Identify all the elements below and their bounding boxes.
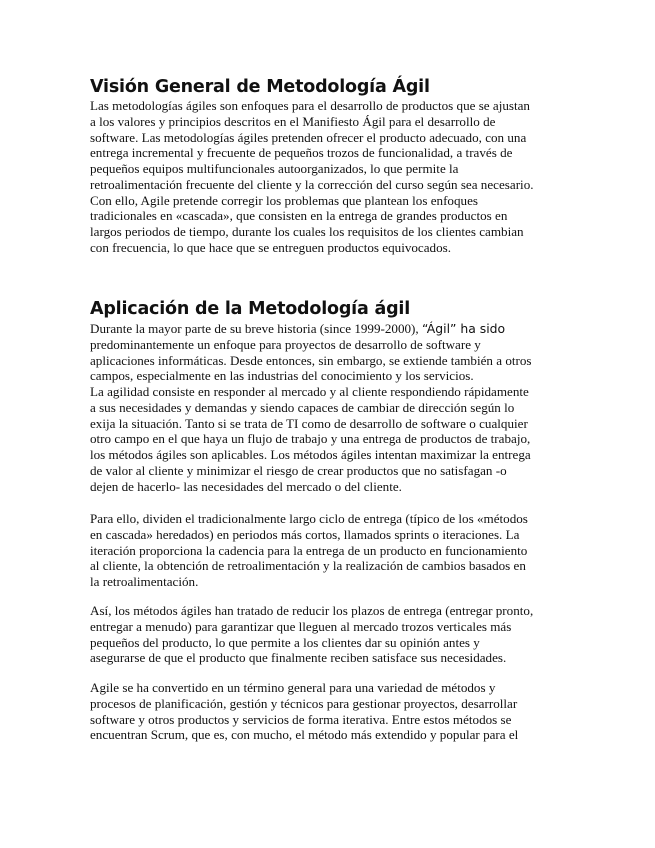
quoted-agil-text: “Ágil” ha sido [421,321,506,336]
text-line: La agilidad consiste en responder al mercado y al cliente respondiendo rápidamente [90,384,529,399]
text-run: Durante la mayor parte de su breve historia (since 1999-2000), [90,321,422,336]
text-line: asegurarse de que el producto que finalmente reciben satisface sus necesidades. [90,650,507,666]
text-line: a sus necesidades y demandas y siendo capaces de cambiar de dirección según lo [90,399,515,415]
text-line: entregar a menudo) para garantizar que lleguen al mercado trozos verticales más [90,618,512,634]
text-line: los métodos ágiles son aplicables. Los métodos ágiles intentan maximizar la entrega [90,447,531,462]
text-line: retroalimentación frecuente del cliente y la corrección del curso según sea necesario. [90,176,534,192]
text-line: aplicaciones informáticas. Desde entonces, sin embargo, se extiende también a otros [90,352,532,368]
text-line: Las metodologías ágiles son enfoques para el desarrollo de productos que se ajustan [90,98,530,113]
text-line: Agile se ha convertido en un término general para una variedad de métodos y [90,680,496,695]
text-line: dejen de hacerlo- las necesidades del mercado o del cliente. [90,478,402,494]
text-line: pequeños del producto, lo que permite a los clientes dar su opinión antes y [90,634,480,650]
paragraph-aplicacion-2 [90,511,528,590]
text-line: Así, los métodos ágiles han tratado de reducir los plazos de entrega (entregar pronto, [90,603,534,618]
text-line: con frecuencia, lo que hace que se entreguen productos equivocados. [90,239,452,255]
paragraph-vision-general [90,98,534,256]
text-line: en cascada» heredados) en periodos más cortos, llamados sprints o iteraciones. La [90,526,520,542]
text-line: la retroalimentación. [90,574,199,589]
text-line: a los valores y principios descritos en el Manifiesto Ágil para el desarrollo de [90,113,496,129]
text-line: pequeños equipos multifuncionales autoorganizados, lo que permite la [90,161,459,176]
text-line: software. Las metodologías ágiles pretenden ofrecer el producto adecuado, con una [90,129,527,145]
text-line: otro campo en el que haya un flujo de trabajo y una entrega de productos de trabajo, [90,431,531,447]
text-line: largos periodos de tiempo, durante los cuales los requisitos de los clientes cambian [90,224,524,239]
text-line: encuentran Scrum, que es, con mucho, el método más extendido y popular para el [90,727,519,743]
text-line: campos, especialmente en las industrias del conocimiento y los servicios. [90,368,474,384]
text-line: tradicionales en «cascada», que consisten en la entrega de grandes productos en [90,208,508,224]
text-line: exija la situación. Tanto si se trata de TI como de desarrollo de software o cualquier [90,415,528,431]
paragraph-aplicacion-3 [90,603,533,666]
text-line [90,321,532,337]
paragraph-aplicacion-4 [90,680,518,743]
text-line: software y otros productos y servicios de forma iterativa. Entre estos métodos se [90,711,512,727]
text-line: Para ello, dividen el tradicionalmente largo ciclo de entrega (típico de los «métodos [90,511,528,526]
text-line: iteración proporciona la cadencia para la entrega de un producto en funcionamiento [90,542,528,558]
text-line: de valor al cliente y minimizar el riesgo de crear productos que no satisfagan -o [90,462,507,478]
text-line: entrega incremental y frecuente de pequeños trozos de funcionalidad, a través de [90,145,513,161]
text-line: Con ello, Agile pretende corregir los problemas que plantean los enfoques [90,192,478,208]
text-line: procesos de planificación, gestión y técnicos para gestionar proyectos, desarrollar [90,695,518,711]
section-heading-vision-general: Visión General de Metodología Ágil [90,77,430,97]
text-line: al cliente, la obtención de retroalimentación y la realización de cambios basados en [90,558,526,574]
paragraph-aplicacion-1 [90,321,532,494]
text-line: predominantemente un enfoque para proyectos de desarrollo de software y [90,336,481,352]
section-heading-aplicacion: Aplicación de la Metodología ágil [90,299,410,319]
